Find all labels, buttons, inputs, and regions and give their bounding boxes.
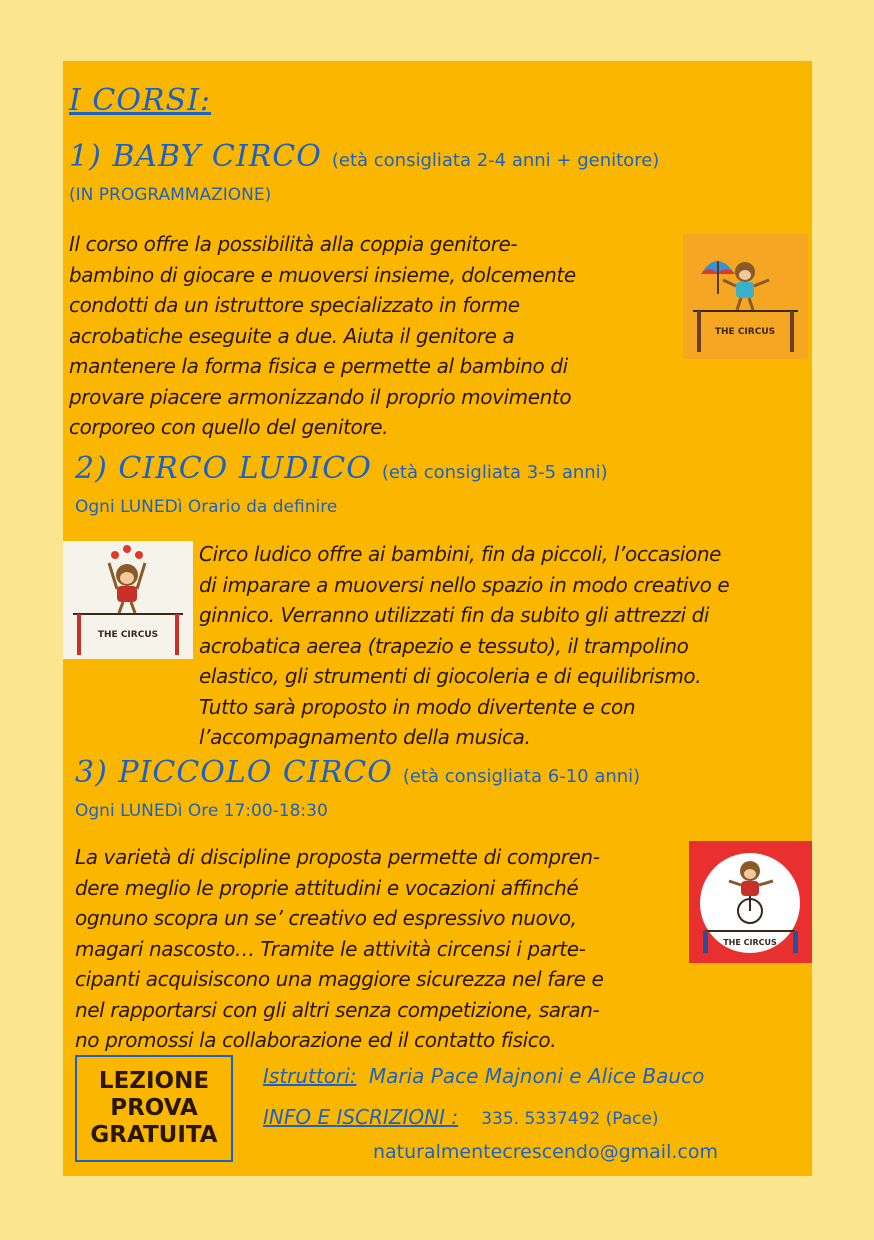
instructors-label: Istruttori: — [263, 1064, 357, 1088]
text-line: l’accompagnamento della musica. — [199, 725, 531, 749]
text-line: Tutto sarà proposto in modo divertente e con — [199, 694, 636, 719]
text-line: bambino di giocare e muoversi insieme, dolcemente — [69, 262, 576, 287]
prova-line: GRATUITA — [90, 1122, 218, 1148]
text-line: di imparare a muoversi nello spazio in modo creativo e — [199, 572, 730, 597]
course3-age: (età consigliata 6-10 anni) — [402, 766, 641, 787]
unicycle-monkey-image — [689, 841, 812, 963]
image-label: THE CIRCUS — [714, 327, 776, 337]
course1-title: 1) BABY CIRCO — [69, 139, 322, 174]
course2-schedule: Ogni LUNEDì Orario da definire — [75, 497, 338, 517]
text-line: Il corso offre la possibilità alla coppia genitore- — [69, 232, 518, 256]
prova-line: LEZIONE — [98, 1068, 210, 1094]
text-line: dere meglio le proprie attitudini e vocazioni affinché — [75, 875, 579, 900]
course3-description — [75, 842, 687, 1056]
phone-number: 335. 5337492 (Pace) — [481, 1109, 659, 1129]
text-line: cipanti acquisiscono una maggiore sicurezza nel fare e — [75, 967, 604, 991]
text-line: condotti da un istruttore specializzato in forme — [69, 293, 520, 317]
instructors-names: Maria Pace Majnoni e Alice Bauco — [368, 1064, 705, 1088]
prova-line: PROVA — [110, 1095, 198, 1121]
info-label: INFO E ISCRIZIONI : — [263, 1105, 459, 1129]
text-line: La varietà di discipline proposta permette di compren- — [75, 845, 600, 869]
text-line: acrobatiche eseguite a due. Aiuta il genitore a — [69, 323, 515, 348]
text-line: no promossi la collaborazione ed il contatto fisico. — [75, 1028, 557, 1052]
instructors-line — [263, 1064, 704, 1088]
text-line: mantenere la forma fisica e permette al bambino di — [69, 354, 568, 378]
image-label: THE CIRCUS — [723, 938, 777, 947]
course2-description — [199, 539, 814, 753]
text-line: Circo ludico offre ai bambini, fin da piccoli, l’occasione — [199, 542, 722, 566]
course3-heading — [75, 755, 640, 790]
umbrella-monkey-image — [683, 234, 808, 359]
juggling-monkey-image — [63, 541, 193, 659]
text-line: ognuno scopra un se’ creativo ed espressivo nuovo, — [75, 906, 577, 930]
course1-description — [69, 229, 669, 443]
course2-title: 2) CIRCO LUDICO — [75, 451, 372, 486]
text-line: elastico, gli strumenti di giocoleria e di equilibrismo. — [199, 664, 702, 688]
text-line: nel rapportarsi con gli altri senza competizione, saran- — [75, 997, 600, 1022]
course1-heading — [69, 139, 659, 174]
text-line: corporeo con quello del genitore. — [69, 415, 389, 439]
course1-note: (IN PROGRAMMAZIONE) — [69, 185, 272, 205]
text-line: provare piacere armonizzando il proprio movimento — [69, 384, 572, 409]
image-label: THE CIRCUS — [97, 630, 159, 640]
text-line: ginnico. Verranno utilizzati fin da subito gli attrezzi di — [199, 603, 710, 627]
course3-title: 3) PICCOLO CIRCO — [75, 755, 393, 790]
course1-age: (età consigliata 2-4 anni + genitore) — [331, 150, 660, 171]
text-line: magari nascosto… Tramite le attività circensi i parte- — [75, 936, 586, 961]
course2-heading — [75, 451, 608, 486]
course3-schedule: Ogni LUNEDì Ore 17:00-18:30 — [75, 801, 328, 821]
poster — [63, 61, 812, 1176]
email-address: naturalmentecrescendo@gmail.com — [373, 1141, 718, 1163]
free-trial-box — [75, 1055, 233, 1162]
text-line: acrobatica aerea (trapezio e tessuto), il trampolino — [199, 633, 689, 658]
course2-age: (età consigliata 3-5 anni) — [381, 462, 608, 483]
info-line — [263, 1105, 659, 1129]
page-title: I CORSI: — [69, 83, 212, 118]
